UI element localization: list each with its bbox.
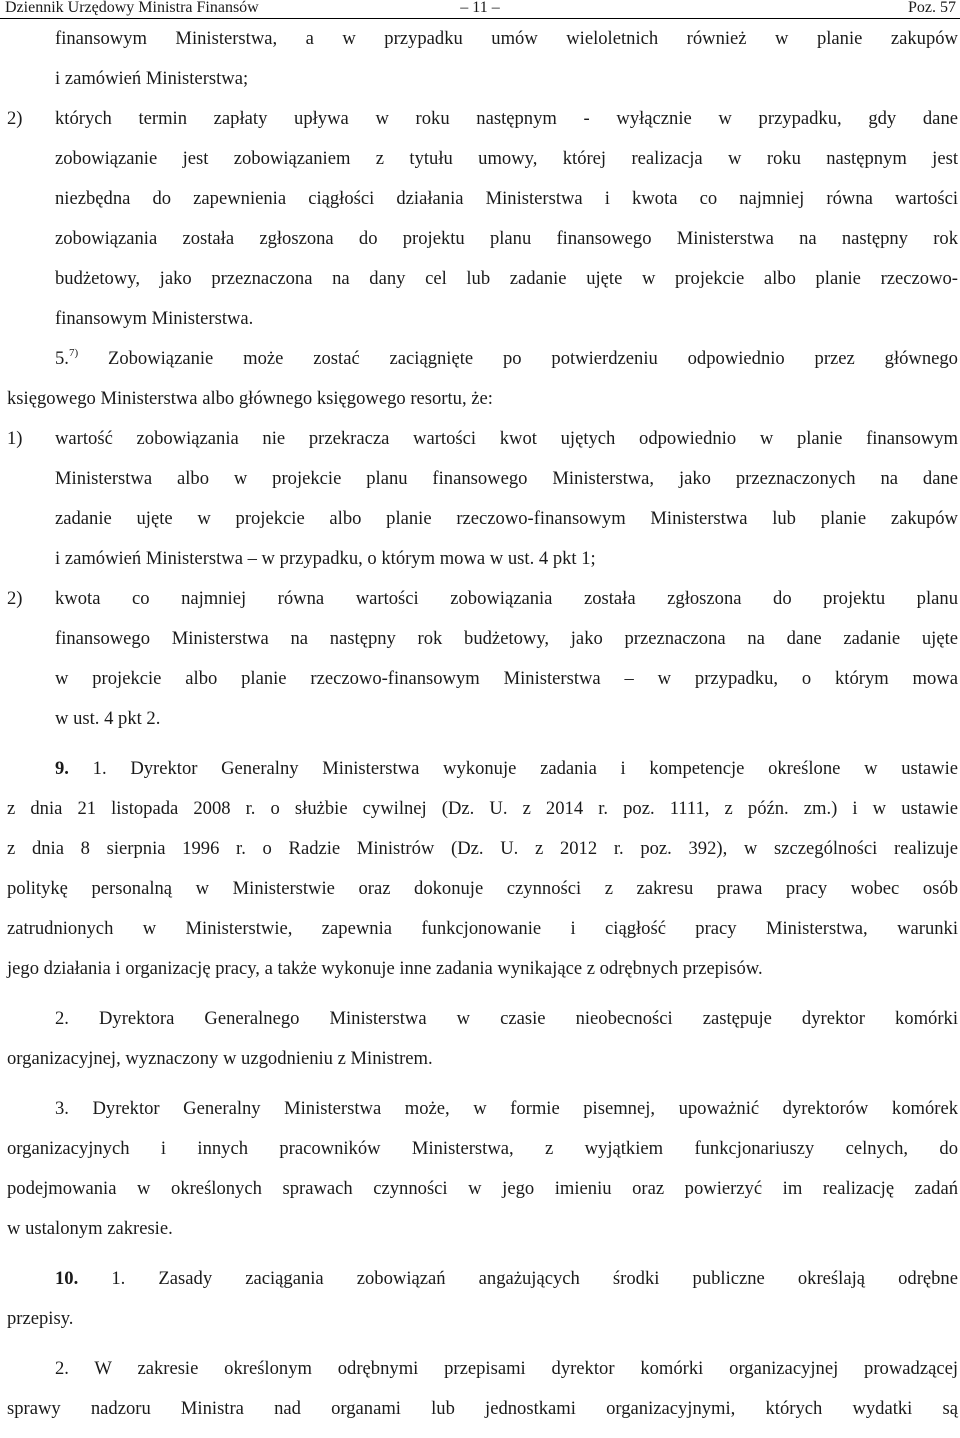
spacer (7, 1249, 958, 1259)
text-line: zadanie ujęte w projekcie albo planie rzeczowo-finansowym Ministerstwa lub planie zakupów (55, 508, 958, 529)
text-line: w projekcie albo planie rzeczowo-finansowym Ministerstwa – w przypadku, o którym mowa (55, 668, 958, 689)
text-line: 2. Dyrektora Generalnego Ministerstwa w czasie nieobecności zastępuje dyrektor komórki (55, 1008, 958, 1029)
list-item-number: 1) (7, 428, 23, 449)
text-line: 3. Dyrektor Generalny Ministerstwa może, w formie pisemnej, upoważnić dyrektorów komórek (55, 1098, 958, 1119)
text-line: wartość zobowiązania nie przekracza wartości kwot ujętych odpowiednio w planie finansowym (55, 428, 958, 449)
list-item (7, 99, 958, 139)
text-line: księgowego Ministerstwa albo głównego księgowego resortu, że: (7, 388, 493, 409)
text-line: przepisy. (7, 1308, 74, 1329)
section-5-first-line (55, 339, 958, 379)
section-number: 5. (55, 348, 69, 369)
page-header (0, 0, 960, 19)
text-line: finansowym Ministerstwa. (55, 308, 254, 329)
text-line: sprawy nadzoru Ministra nad organami lub jednostkami organizacyjnymi, których wydatki są (7, 1398, 958, 1419)
text-line: organizacyjnej, wyznaczony w uzgodnieniu z Ministrem. (7, 1048, 433, 1069)
section-number: 9. (55, 758, 69, 779)
position-number: Poz. 57 (908, 0, 956, 16)
text-line: Ministerstwa albo w projekcie planu finansowego Ministerstwa, jako przeznaczonych na dane (55, 468, 958, 489)
text-line: niezbędna do zapewnienia ciągłości działania Ministerstwa i kwota co najmniej równa wartości (55, 188, 958, 209)
list-item (7, 419, 958, 459)
text-fragment: Zasady zaciągania zobowiązań angażujących środki publiczne określają odrębne (158, 1268, 958, 1289)
document-body (7, 19, 958, 1429)
list-item (7, 579, 958, 619)
text-line: zobowiązania została zgłoszona do projektu planu finansowego Ministerstwa na następny rok (55, 228, 958, 249)
journal-title: Dziennik Urzędowy Ministra Finansów (5, 0, 259, 16)
text-line: organizacyjnych i innych pracowników Ministerstwa, z wyjątkiem funkcjonariuszy celnych, do (7, 1138, 958, 1159)
text-line: zobowiązanie jest zobowiązaniem z tytułu umowy, której realizacja w roku następnym jest (55, 148, 958, 169)
spacer (7, 989, 958, 999)
spacer (7, 739, 958, 749)
text-line: i zamówień Ministerstwa – w przypadku, o którym mowa w ust. 4 pkt 1; (55, 548, 596, 569)
text-line: podejmowania w określonych sprawach czynności w jego imieniu oraz powierzyć im realizację zadań (7, 1178, 958, 1199)
spacer (7, 1339, 958, 1349)
text-line: zatrudnionych w Ministerstwie, zapewnia funkcjonowanie i ciągłość pracy Ministerstwa, warunki (7, 918, 958, 939)
section-10 (7, 1259, 958, 1299)
text-line: 2. W zakresie określonym odrębnymi przepisami dyrektor komórki organizacyjnej prowadzącej (55, 1358, 958, 1379)
page-number: – 11 – (460, 0, 500, 16)
paragraph-number: 1. (92, 758, 107, 779)
text-line: z dnia 8 sierpnia 1996 r. o Radzie Ministrów (Dz. U. z 2012 r. poz. 392), w szczególności realizuje (7, 838, 958, 859)
text-line: w ust. 4 pkt 2. (55, 708, 161, 729)
text-line: z dnia 21 listopada 2008 r. o służbie cywilnej (Dz. U. z 2014 r. poz. 1111, z późn. zm.) i w ustawie (7, 798, 958, 819)
text-line: politykę personalną w Ministerstwie oraz dokonuje czynności z zakresu prawa pracy wobec osób (7, 878, 958, 899)
text-line: w ustalonym zakresie. (7, 1218, 173, 1239)
text-line: i zamówień Ministerstwa; (55, 68, 249, 89)
section-9 (7, 749, 958, 789)
section-number: 10. (55, 1268, 79, 1289)
section-5 (7, 339, 958, 379)
text-line: kwota co najmniej równa wartości zobowiązania została zgłoszona do projektu planu (55, 588, 958, 609)
text-line: których termin zapłaty upływa w roku następnym - wyłącznie w przypadku, gdy dane (55, 108, 958, 129)
list-item-number: 2) (7, 108, 23, 129)
text-line: finansowego Ministerstwa na następny rok budżetowy, jako przeznaczona na dane zadanie ujęte (55, 628, 958, 649)
section-9-first-line (55, 749, 958, 789)
text-line: budżetowy, jako przeznaczona na dany cel lub zadanie ujęte w projekcie albo planie rzeczowo- (55, 268, 958, 289)
section-10-first-line (55, 1259, 958, 1299)
spacer (7, 1079, 958, 1089)
text-fragment: Zobowiązanie może zostać zaciągnięte po potwierdzeniu odpowiednio przez głównego (107, 348, 958, 369)
text-line: finansowym Ministerstwa, a w przypadku umów wieloletnich również w planie zakupów (55, 28, 958, 49)
footnote-ref: 7) (68, 347, 79, 359)
text-fragment: Dyrektor Generalny Ministerstwa wykonuje zadania i kompetencje określone w ustawie (130, 758, 958, 779)
paragraph-number: 1. (111, 1268, 126, 1289)
text-line: jego działania i organizację pracy, a także wykonuje inne zadania wynikające z odrębnych przepisów. (7, 958, 763, 979)
list-item-number: 2) (7, 588, 23, 609)
